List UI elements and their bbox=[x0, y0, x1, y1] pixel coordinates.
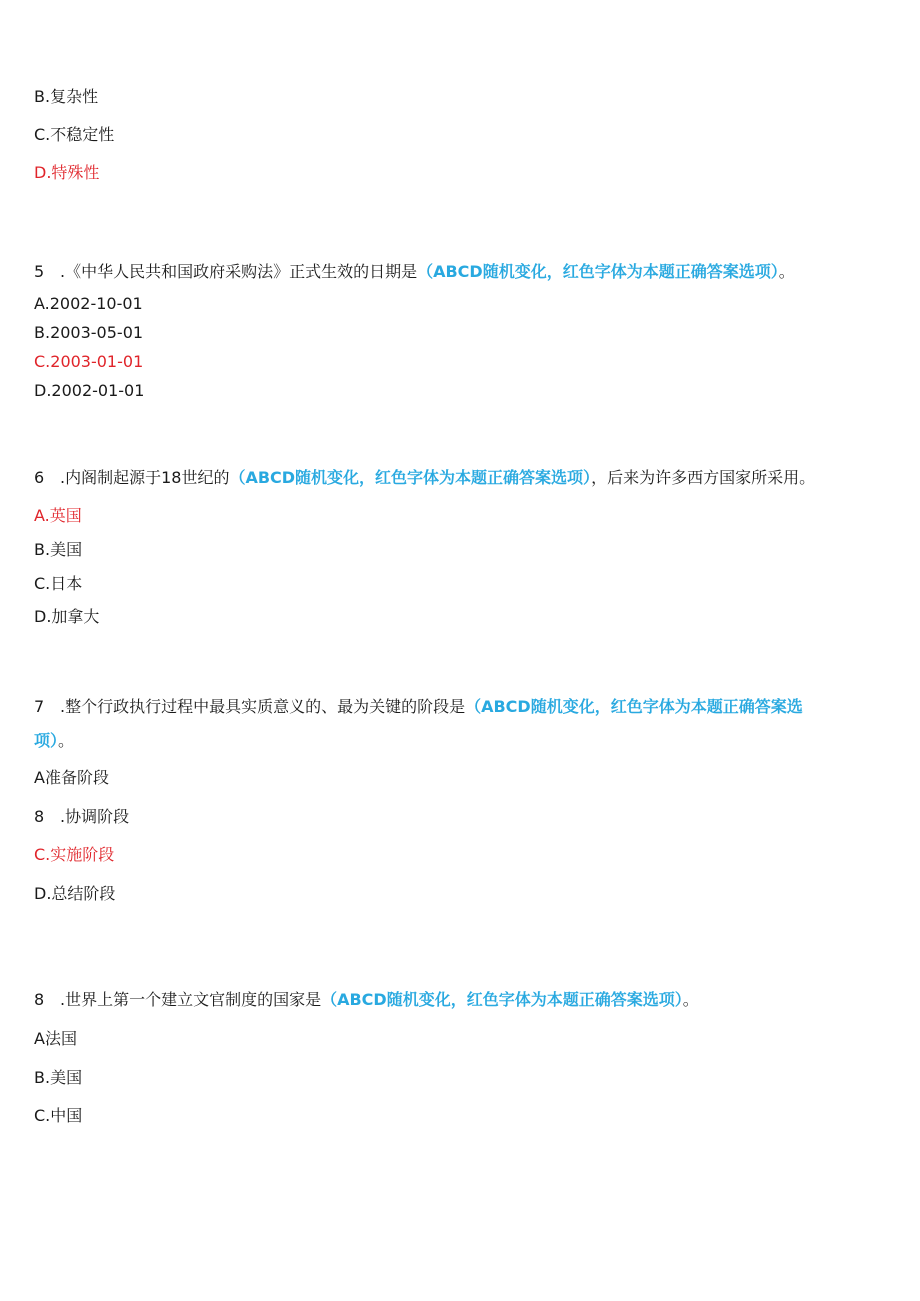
q5-number: 5 bbox=[34, 262, 45, 281]
q5-option-a: A.2002-10-01 bbox=[34, 294, 143, 313]
q5-tail: 。 bbox=[778, 262, 795, 281]
q5-option-b: B.2003-05-01 bbox=[34, 323, 144, 342]
q4-option-c: C.不稳定性 bbox=[34, 125, 115, 144]
q7-option-d: D.总结阶段 bbox=[34, 884, 116, 903]
q7-option-b-text: .协调阶段 bbox=[60, 807, 130, 826]
q7-option-b-number: 8 bbox=[34, 807, 45, 826]
q7-hint-cont: 项） bbox=[34, 731, 59, 750]
q8-number: 8 bbox=[34, 990, 45, 1009]
q7-stem bbox=[34, 696, 803, 718]
q6-option-c: C.日本 bbox=[34, 574, 83, 593]
q7-option-b bbox=[34, 806, 129, 828]
q5-text: .《中华人民共和国政府采购法》正式生效的日期是 bbox=[60, 262, 418, 281]
q8-text: .世界上第一个建立文官制度的国家是 bbox=[60, 990, 322, 1009]
q8-hint: （ABCD随机变化，红色字体为本题正确答案选项） bbox=[321, 990, 683, 1009]
q6-stem bbox=[34, 467, 815, 489]
q7-text: .整个行政执行过程中最具实质意义的、最为关键的阶段是 bbox=[60, 697, 466, 716]
q7-option-c-correct: C.实施阶段 bbox=[34, 845, 115, 864]
q7-tail: 。 bbox=[58, 731, 75, 750]
q8-option-a: A法国 bbox=[34, 1029, 77, 1048]
q5-option-d: D.2002-01-01 bbox=[34, 381, 145, 400]
q6-hint: （ABCD随机变化，红色字体为本题正确答案选项） bbox=[229, 468, 592, 487]
q7-stem-cont bbox=[34, 730, 74, 752]
q6-option-d: D.加拿大 bbox=[34, 607, 100, 626]
q6-text: .内阁制起源于18世纪的 bbox=[60, 468, 230, 487]
q7-hint: （ABCD随机变化，红色字体为本题正确答案选 bbox=[465, 697, 803, 716]
q4-option-d-correct: D.特殊性 bbox=[34, 163, 100, 182]
q5-hint: （ABCD随机变化，红色字体为本题正确答案选项） bbox=[417, 262, 779, 281]
q6-tail: ，后来为许多西方国家所采用。 bbox=[591, 468, 816, 487]
q8-option-c: C.中国 bbox=[34, 1106, 83, 1125]
q8-stem bbox=[34, 989, 699, 1011]
q6-option-b: B.美国 bbox=[34, 540, 83, 559]
q7-option-a: A准备阶段 bbox=[34, 768, 109, 787]
q7-number: 7 bbox=[34, 697, 45, 716]
q4-option-b: B.复杂性 bbox=[34, 87, 99, 106]
q5-option-c-correct: C.2003-01-01 bbox=[34, 352, 144, 371]
q8-tail: 。 bbox=[682, 990, 699, 1009]
q8-option-b: B.美国 bbox=[34, 1068, 83, 1087]
q6-number: 6 bbox=[34, 468, 45, 487]
q6-option-a-correct: A.英国 bbox=[34, 506, 82, 525]
q5-stem bbox=[34, 261, 795, 283]
